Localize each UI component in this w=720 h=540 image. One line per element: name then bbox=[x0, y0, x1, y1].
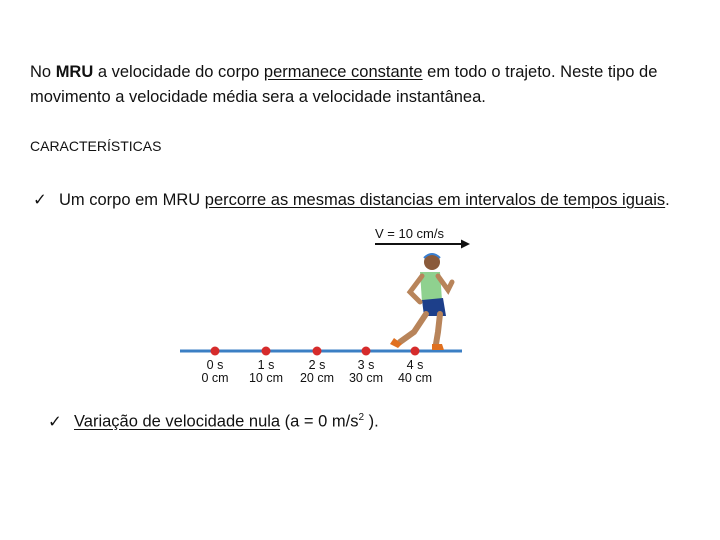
velocity-label: V = 10 cm/s bbox=[375, 226, 444, 241]
point-label bbox=[246, 359, 286, 385]
point-time: 1 s bbox=[257, 358, 275, 372]
runner-icon bbox=[390, 254, 452, 350]
point-time: 0 s bbox=[206, 358, 224, 372]
equal-distances-phrase: percorre as mesmas distancias em intervalos de tempos iguais bbox=[204, 191, 666, 209]
checkmark-icon: ✓ bbox=[48, 412, 62, 431]
position-dot bbox=[362, 347, 371, 356]
position-dot bbox=[313, 347, 322, 356]
point-position: 0 cm bbox=[201, 371, 229, 385]
position-dot bbox=[262, 347, 271, 356]
exponent: 2 bbox=[358, 412, 365, 423]
mru-term: MRU bbox=[55, 63, 94, 81]
point-position: 30 cm bbox=[348, 371, 384, 385]
position-dot bbox=[211, 347, 220, 356]
position-dot bbox=[411, 347, 420, 356]
constant-phrase: permanece constante bbox=[263, 63, 423, 81]
point-label bbox=[297, 359, 337, 385]
runner-figure bbox=[170, 220, 470, 395]
velocity-arrow-head bbox=[461, 240, 470, 249]
point-position: 40 cm bbox=[397, 371, 433, 385]
point-label bbox=[346, 359, 386, 385]
checkmark-icon: ✓ bbox=[33, 191, 47, 209]
intro-paragraph: No MRU a velocidade do corpo permanece constante em todo o trajeto. Neste tipo de movimento a velocidade média sera a velocidade instantânea. bbox=[30, 63, 658, 106]
zero-variation-phrase: Variação de velocidade nula bbox=[74, 412, 281, 431]
section-heading: CARACTERÍSTICAS bbox=[30, 138, 162, 154]
point-time: 4 s bbox=[406, 358, 424, 372]
point-label bbox=[195, 359, 235, 385]
bullet-zero-acceleration: ✓ Variação de velocidade nula (a = 0 $m/s^2$ ). bbox=[48, 405, 379, 435]
point-position: 20 cm bbox=[299, 371, 335, 385]
point-label bbox=[395, 359, 435, 385]
point-time: 3 s bbox=[357, 358, 375, 372]
point-position: 10 cm bbox=[248, 371, 284, 385]
point-time: 2 s bbox=[308, 358, 326, 372]
bullet-equal-distances: ✓ Um corpo em MRU percorre as mesmas distancias em intervalos de tempos iguais. bbox=[33, 188, 703, 213]
